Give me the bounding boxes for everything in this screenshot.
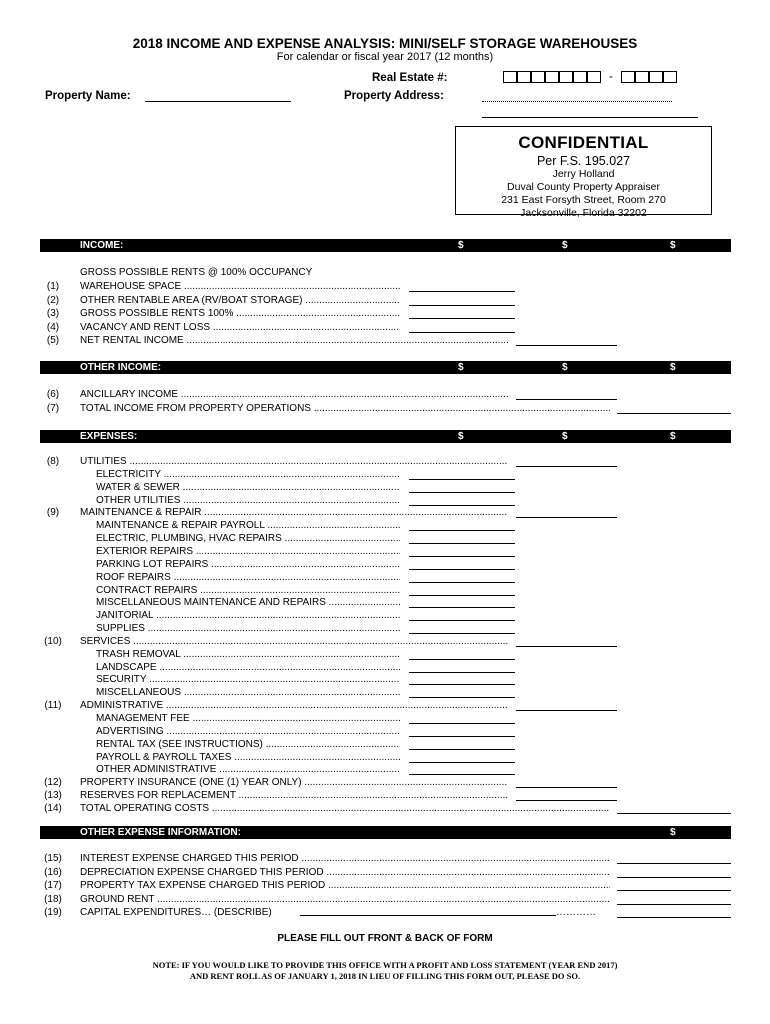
line-item-text: OTHER ADMINISTRATIVE ..... xyxy=(96,764,400,775)
amount-field[interactable] xyxy=(409,530,515,531)
line-item-label xyxy=(96,738,400,751)
line-number xyxy=(38,661,68,674)
line-item-text: OTHER RENTABLE AREA (RV/BOAT STORAGE) ..... xyxy=(80,295,400,306)
line-number xyxy=(38,686,68,699)
currency-symbol: $ xyxy=(670,240,676,251)
amount-field[interactable] xyxy=(617,890,731,891)
line-number xyxy=(38,519,68,532)
line-item-label xyxy=(96,763,400,776)
currency-symbol: $ xyxy=(458,431,464,442)
line-number xyxy=(38,609,68,622)
line-item-text: MAINTENANCE & REPAIR PAYROLL ..... xyxy=(96,520,400,531)
amount-field[interactable] xyxy=(516,345,617,346)
line-item-label xyxy=(96,481,400,494)
amount-field[interactable] xyxy=(409,697,515,698)
other-income-section-bar xyxy=(40,361,731,374)
line-item-label xyxy=(80,280,400,293)
expenses-section-bar xyxy=(40,430,731,443)
amount-field[interactable] xyxy=(409,332,515,333)
line-number xyxy=(38,584,68,597)
fill-both-sides-instruction: PLEASE FILL OUT FRONT & BACK OF FORM xyxy=(277,933,493,944)
line-item-label xyxy=(80,893,610,906)
line-number xyxy=(38,468,68,481)
footer-note xyxy=(0,960,770,982)
amount-field[interactable] xyxy=(409,505,515,506)
line-number: (4) xyxy=(46,321,60,333)
line-item-label xyxy=(80,294,400,307)
amount-field[interactable] xyxy=(409,736,515,737)
capital-expenditures-describe-field[interactable] xyxy=(300,915,556,916)
line-number xyxy=(38,751,68,764)
amount-field[interactable] xyxy=(617,904,731,905)
amount-field[interactable] xyxy=(409,569,515,570)
digit-box[interactable] xyxy=(649,71,663,83)
amount-field[interactable] xyxy=(409,291,515,292)
amount-field[interactable] xyxy=(409,774,515,775)
digit-box[interactable] xyxy=(503,71,517,83)
line-item-text: GROUND RENT ..... xyxy=(80,894,610,905)
line-item-text: JANITORIAL ..... xyxy=(96,610,400,621)
line-item-text: MAINTENANCE & REPAIR ..... xyxy=(80,507,508,518)
line-number: (3) xyxy=(46,308,60,319)
footer-note-line-2: AND RENT ROLL AS OF JANUARY 1, 2018 IN LIEU OF FILLING THIS FORM OUT, PLEASE DO SO. xyxy=(189,971,581,981)
line-number: (16) xyxy=(44,866,62,878)
amount-field[interactable] xyxy=(409,543,515,544)
currency-symbol: $ xyxy=(562,431,568,442)
amount-field[interactable] xyxy=(617,413,731,414)
amount-field[interactable] xyxy=(617,917,731,918)
amount-field[interactable] xyxy=(516,710,617,711)
digit-box[interactable] xyxy=(621,71,635,83)
line-item-label xyxy=(80,906,610,919)
line-item-label xyxy=(80,455,508,468)
amount-field[interactable] xyxy=(409,305,515,306)
currency-symbol: $ xyxy=(670,827,676,838)
line-item-text: TOTAL OPERATING COSTS ..... xyxy=(80,803,610,814)
line-number xyxy=(38,596,68,609)
line-item-label xyxy=(80,388,508,401)
amount-field[interactable] xyxy=(617,813,731,814)
amount-field[interactable] xyxy=(409,582,515,583)
real-estate-label: Real Estate #: xyxy=(372,72,448,84)
line-number xyxy=(38,738,68,751)
line-item-label xyxy=(96,609,400,622)
line-number: (9) xyxy=(46,507,60,519)
digit-box[interactable] xyxy=(531,71,545,83)
line-item-label xyxy=(80,635,508,648)
line-item-text: RENTAL TAX (SEE INSTRUCTIONS) ..... xyxy=(96,739,400,750)
expenses-section-title: EXPENSES: xyxy=(80,431,138,442)
line-item-text: INTEREST EXPENSE CHARGED THIS PERIOD ..... xyxy=(80,853,610,864)
line-number xyxy=(38,558,68,571)
line-number xyxy=(38,622,68,635)
amount-field[interactable] xyxy=(409,620,515,621)
line-number: (11) xyxy=(44,700,62,712)
line-item-text: TOTAL INCOME FROM PROPERTY OPERATIONS ..... xyxy=(80,403,610,414)
line-number: (19) xyxy=(44,907,62,918)
line-item-label xyxy=(80,879,610,892)
property-address-field-1[interactable] xyxy=(482,101,672,102)
line-item-label xyxy=(96,622,400,635)
line-number: (18) xyxy=(44,893,62,905)
appraiser-city: Jacksonville, Florida 32202 xyxy=(520,207,647,219)
amount-field[interactable] xyxy=(409,318,515,319)
digit-box[interactable] xyxy=(545,71,559,83)
line-item-text: GROSS POSSIBLE RENTS 100% ..... xyxy=(80,308,400,319)
line-item-label xyxy=(80,307,400,320)
currency-symbol: $ xyxy=(562,240,568,251)
appraiser-office: Duval County Property Appraiser xyxy=(507,181,660,193)
line-number: (8) xyxy=(46,456,60,467)
line-number xyxy=(38,725,68,738)
line-item-text: PROPERTY INSURANCE (ONE (1) YEAR ONLY) ..... xyxy=(80,777,508,788)
currency-symbol: $ xyxy=(458,240,464,251)
income-section-bar xyxy=(40,239,731,252)
line-item-label xyxy=(96,661,400,674)
line-item-label xyxy=(80,866,610,879)
line-item-text: ELECTRICITY ..... xyxy=(96,469,400,480)
line-item-text: RESERVES FOR REPLACEMENT ..... xyxy=(80,790,508,801)
line-number xyxy=(38,571,68,584)
property-address-label: Property Address: xyxy=(344,90,444,102)
amount-field[interactable] xyxy=(516,646,617,647)
line-item-text: TRASH REMOVAL ..... xyxy=(96,649,400,660)
line-number: (17) xyxy=(44,880,62,891)
line-number: (1) xyxy=(46,281,60,292)
line-item-label xyxy=(96,648,400,661)
line-item-text: VACANCY AND RENT LOSS ..... xyxy=(80,322,400,333)
line-item-label xyxy=(96,751,400,764)
amount-field[interactable] xyxy=(409,684,515,685)
line-item-label xyxy=(80,852,610,865)
digit-box[interactable] xyxy=(663,71,677,83)
amount-field[interactable] xyxy=(516,787,617,788)
amount-field[interactable] xyxy=(617,877,731,878)
line-item-label xyxy=(80,699,508,712)
line-number xyxy=(38,532,68,545)
line-item-label xyxy=(96,545,400,558)
digit-box[interactable] xyxy=(559,71,573,83)
line-item-text: SERVICES ..... xyxy=(80,636,508,647)
line-item-text: PROPERTY TAX EXPENSE CHARGED THIS PERIOD ..... xyxy=(80,880,610,891)
line-item-label xyxy=(96,584,400,597)
line-item-text: EXTERIOR REPAIRS ..... xyxy=(96,546,400,557)
line-item-text: SUPPLIES ..... xyxy=(96,623,400,634)
amount-field[interactable] xyxy=(516,517,617,518)
currency-symbol: $ xyxy=(670,431,676,442)
line-item-label xyxy=(96,673,400,686)
line-item-label xyxy=(96,571,400,584)
line-item-text: MISCELLANEOUS ..... xyxy=(96,687,400,698)
line-number xyxy=(38,673,68,686)
line-number: (10) xyxy=(44,635,62,647)
amount-field[interactable] xyxy=(516,800,617,801)
line-number: (7) xyxy=(46,402,60,414)
line-item-label xyxy=(96,468,400,481)
line-item-text: MISCELLANEOUS MAINTENANCE AND REPAIRS ..... xyxy=(96,597,400,608)
line-item-label xyxy=(80,321,400,334)
amount-field[interactable] xyxy=(617,863,731,864)
line-item-text: UTILITIES ..... xyxy=(80,456,508,467)
line-item-text: ADVERTISING ..... xyxy=(96,726,400,737)
line-item-text: CAPITAL EXPENDITURES… (DESCRIBE) xyxy=(80,907,272,918)
digit-box[interactable] xyxy=(635,71,649,83)
income-intro: GROSS POSSIBLE RENTS @ 100% OCCUPANCY xyxy=(80,267,313,278)
line-number xyxy=(38,494,68,507)
digit-box[interactable] xyxy=(587,71,601,83)
describe-trailing-dots: ………… xyxy=(556,907,596,918)
income-section-title: INCOME: xyxy=(80,240,124,251)
appraiser-name: Jerry Holland xyxy=(552,168,615,180)
line-item-label xyxy=(96,494,400,507)
real-estate-separator: - xyxy=(609,71,613,83)
line-item-text: LANDSCAPE ..... xyxy=(96,662,400,673)
line-item-label xyxy=(80,506,508,519)
line-item-label xyxy=(96,558,400,571)
line-item-text: ELECTRIC, PLUMBING, HVAC REPAIRS ..... xyxy=(96,533,400,544)
line-item-label xyxy=(96,686,400,699)
line-item-label xyxy=(96,596,400,609)
line-item-label xyxy=(80,776,508,789)
line-item-text: CONTRACT REPAIRS ..... xyxy=(96,585,400,596)
line-number xyxy=(38,545,68,558)
other-income-section-title: OTHER INCOME: xyxy=(80,362,162,373)
line-item-text: MANAGEMENT FEE ..... xyxy=(96,713,400,724)
property-address-field-2[interactable] xyxy=(482,117,698,118)
amount-field[interactable] xyxy=(409,762,515,763)
form-title: 2018 INCOME AND EXPENSE ANALYSIS: MINI/SELF STORAGE WAREHOUSES xyxy=(132,36,638,51)
line-item-text: PARKING LOT REPAIRS ..... xyxy=(96,559,400,570)
amount-field[interactable] xyxy=(409,633,515,634)
line-number: (15) xyxy=(44,853,62,864)
line-number xyxy=(38,712,68,725)
line-item-text: ROOF REPAIRS ..... xyxy=(96,572,400,583)
line-item-label xyxy=(96,712,400,725)
confidential-statute: Per F.S. 195.027 xyxy=(536,154,631,168)
amount-field[interactable] xyxy=(409,659,515,660)
amount-field[interactable] xyxy=(409,595,515,596)
form-subtitle: For calendar or fiscal year 2017 (12 months) xyxy=(276,51,494,63)
line-number: (13) xyxy=(44,790,62,802)
line-item-label xyxy=(96,519,400,532)
footer-note-line-1: NOTE: IF YOU WOULD LIKE TO PROVIDE THIS OFFICE WITH A PROFIT AND LOSS STATEMENT (YEAR END 2017) xyxy=(152,960,618,970)
confidential-heading: CONFIDENTIAL xyxy=(518,133,649,152)
amount-field[interactable] xyxy=(409,479,515,480)
line-item-text: OTHER UTILITIES ..... xyxy=(96,495,400,506)
line-number: (5) xyxy=(46,335,60,346)
amount-field[interactable] xyxy=(409,672,515,673)
line-number xyxy=(38,763,68,776)
line-item-label xyxy=(80,802,610,815)
other-expense-section-title: OTHER EXPENSE INFORMATION: xyxy=(80,827,241,838)
amount-field[interactable] xyxy=(409,607,515,608)
line-item-text: NET RENTAL INCOME ..... xyxy=(80,335,508,346)
digit-box[interactable] xyxy=(573,71,587,83)
currency-symbol: $ xyxy=(670,362,676,373)
confidential-box xyxy=(455,126,712,219)
property-name-field[interactable] xyxy=(145,101,291,102)
line-item-text: DEPRECIATION EXPENSE CHARGED THIS PERIOD ..... xyxy=(80,867,610,878)
line-item-label xyxy=(80,402,610,415)
currency-symbol: $ xyxy=(458,362,464,373)
line-item-label xyxy=(80,789,508,802)
amount-field[interactable] xyxy=(409,492,515,493)
line-number: (12) xyxy=(44,777,62,789)
amount-field[interactable] xyxy=(516,399,617,400)
line-item-text: WATER & SEWER ..... xyxy=(96,482,400,493)
amount-field[interactable] xyxy=(409,749,515,750)
line-item-label xyxy=(96,532,400,545)
line-item-text: SECURITY ..... xyxy=(96,674,400,685)
line-number xyxy=(38,481,68,494)
currency-symbol: $ xyxy=(562,362,568,373)
line-number: (6) xyxy=(46,389,60,400)
other-expense-section-bar xyxy=(40,826,731,839)
line-number: (2) xyxy=(46,294,60,306)
line-number: (14) xyxy=(44,802,62,814)
digit-box[interactable] xyxy=(517,71,531,83)
amount-field[interactable] xyxy=(516,466,617,467)
line-item-text: ANCILLARY INCOME ..... xyxy=(80,389,508,400)
line-item-label xyxy=(80,334,508,347)
appraiser-street: 231 East Forsyth Street, Room 270 xyxy=(501,194,666,206)
line-item-text: WAREHOUSE SPACE ..... xyxy=(80,281,400,292)
line-item-text: ADMINISTRATIVE ..... xyxy=(80,700,508,711)
amount-field[interactable] xyxy=(409,723,515,724)
property-name-label: Property Name: xyxy=(45,90,131,102)
line-item-text: PAYROLL & PAYROLL TAXES ..... xyxy=(96,752,400,763)
line-item-label xyxy=(96,725,400,738)
line-number xyxy=(38,648,68,661)
amount-field[interactable] xyxy=(409,556,515,557)
